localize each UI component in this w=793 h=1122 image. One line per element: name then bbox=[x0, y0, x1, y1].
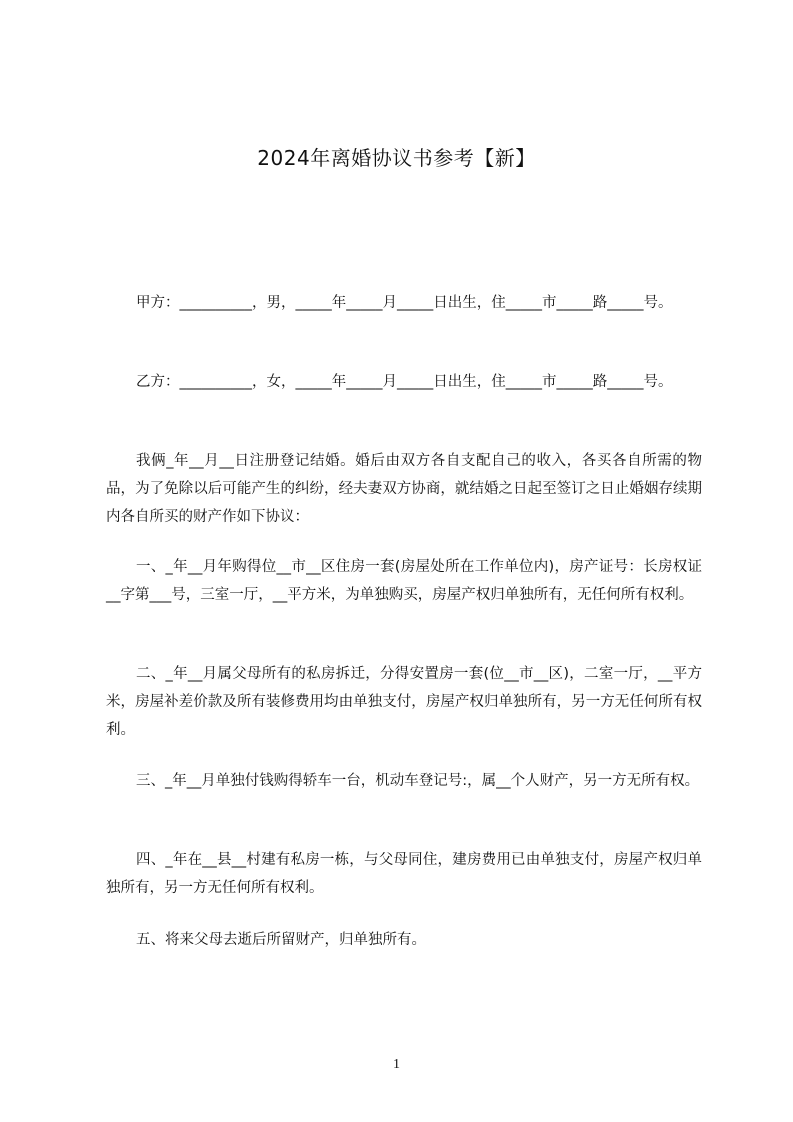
page-number: 1 bbox=[393, 1057, 400, 1072]
paragraph-clause-3: 三、_年__月单独付钱购得轿车一台，机动车登记号:，属__个人财产，另一方无所有权。 bbox=[136, 773, 700, 789]
paragraph-preamble: 我俩_年__月__日注册登记结婚。婚后由双方各自支配自己的收入，各买各自所需的物品，为了免除以后可能产生的纠纷，经夫妻双方协商，就结婚之日起至签订之日止婚姻存续期内各自所买的财产作如下协议： bbox=[106, 453, 702, 525]
paragraph-party-a: 甲方：__________，男，_____年_____月_____日出生，住_____市_____路_____号。 bbox=[136, 295, 673, 311]
paragraph-clause-1: 一、_年__月年购得位__市__区住房一套(房屋处所在工作单位内)，房产证号：长房权证__字第___号，三室一厅，__平方米，为单独购买，房屋产权归单独所有，无任何所有权利。 bbox=[106, 559, 702, 603]
document-title: 2024年离婚协议书参考【新】 bbox=[257, 146, 536, 170]
paragraph-party-b: 乙方：__________，女，_____年_____月_____日出生，住_____市_____路_____号。 bbox=[136, 374, 673, 390]
paragraph-clause-4: 四、_年在__县__村建有私房一栋，与父母同住，建房费用已由单独支付，房屋产权归单独所有，另一方无任何所有权利。 bbox=[106, 852, 702, 896]
paragraph-clause-5: 五、将来父母去逝后所留财产，归单独所有。 bbox=[136, 932, 426, 948]
paragraph-clause-2: 二、_年__月属父母所有的私房拆迁，分得安置房一套(位__市__区)，二室一厅，__平方米，房屋补差价款及所有装修费用均由单独支付，房屋产权归单独所有，另一方无任何所有权利。 bbox=[106, 666, 702, 738]
